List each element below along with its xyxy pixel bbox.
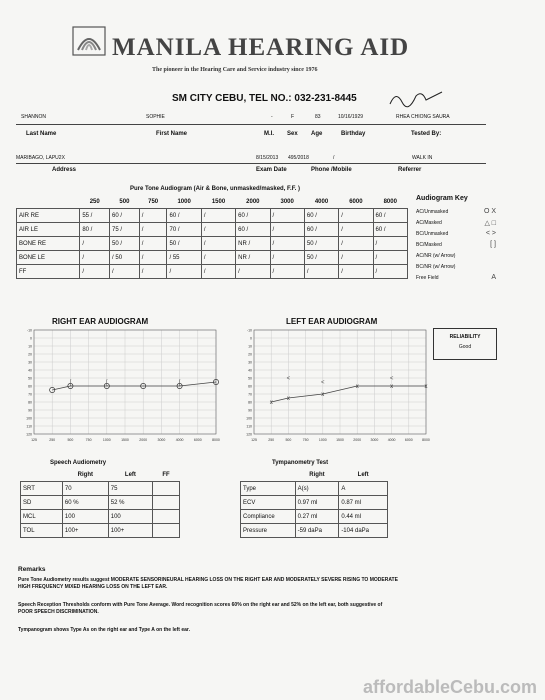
speech-row	[21, 510, 180, 524]
x-tick-label: 4000	[175, 438, 184, 442]
speech-cell	[153, 524, 180, 538]
bone-point: <	[321, 380, 325, 386]
first-name-value: SOPHIE	[146, 114, 165, 120]
speech-cell: TOL	[21, 524, 63, 538]
pta-freq-header: 3000	[280, 198, 294, 205]
speech-cell: 100	[62, 510, 108, 524]
pta-cell: /	[270, 209, 304, 223]
audiogram-key	[416, 195, 496, 283]
speech-cell: 100+	[62, 524, 108, 538]
y-tick-label: 90	[248, 408, 252, 413]
pta-cell: / 50	[110, 251, 140, 265]
branch-line: SM CITY CEBU, TEL NO.: 032-231-8445	[172, 93, 357, 104]
mi-label: M.I.	[264, 131, 274, 137]
x-tick-label: 125	[251, 438, 257, 442]
reliability-box	[433, 328, 497, 360]
x-tick-label: 6000	[404, 438, 413, 442]
key-symbol-icon: < >	[485, 230, 496, 237]
speech-cell	[153, 482, 180, 496]
left-ear-audiogram	[240, 326, 430, 446]
y-tick-label: 40	[28, 368, 32, 373]
pta-cell: 70 /	[167, 223, 201, 237]
tymp-cell: ECV	[241, 496, 296, 510]
tymp-row	[241, 482, 388, 496]
pta-cell: 60 /	[236, 209, 270, 223]
key-item	[416, 217, 496, 228]
key-item	[416, 250, 496, 261]
y-tick-label: 40	[248, 368, 252, 373]
tymp-cell: A(s)	[295, 482, 339, 496]
mobile-value: /	[333, 155, 335, 161]
speech-row	[21, 524, 180, 538]
key-symbol-icon: △ □	[484, 219, 496, 227]
y-tick-label: 10	[28, 344, 32, 349]
birthday-value: 10/16/1929	[338, 114, 364, 120]
pta-row-label: AIR LE	[17, 223, 80, 237]
pta-corner	[17, 195, 80, 209]
y-tick-label: 110	[246, 424, 252, 429]
x-tick-label: 250	[268, 438, 275, 442]
key-item	[416, 239, 496, 250]
pta-cell: 60 /	[373, 223, 407, 237]
pta-cell: /	[167, 265, 201, 279]
brand-tagline: The pioneer in the Hearing Care and Service industry since 1976	[152, 67, 318, 73]
tymp-table	[240, 468, 388, 538]
pta-cell: /	[110, 265, 140, 279]
x-tick-label: 3000	[370, 438, 379, 442]
pta-cell: 60 /	[236, 223, 270, 237]
right-ear-audiogram	[20, 326, 220, 446]
pta-cell: /	[373, 251, 407, 265]
x-tick-label: 1000	[318, 438, 327, 442]
speech-cell: 100	[108, 510, 152, 524]
y-tick-label: 0	[30, 336, 32, 341]
pta-freq-header: 8000	[383, 198, 397, 205]
tymp-header	[241, 468, 296, 482]
pta-cell: 50 /	[167, 237, 201, 251]
pta-row	[17, 237, 408, 251]
y-tick-label: 120	[246, 432, 252, 437]
pta-row	[17, 223, 408, 237]
bone-point: <	[389, 376, 394, 382]
exam-date-value: 8/15/2013	[256, 155, 279, 161]
y-tick-label: 100	[26, 416, 32, 421]
remarks-p3: Tympanogram shows Type As on the right ear and Type A on the left ear.	[18, 627, 190, 633]
speech-title: Speech Audiometry	[50, 460, 107, 466]
x-tick-label: 8000	[422, 438, 430, 442]
pta-row-label: AIR RE	[17, 209, 80, 223]
pta-cell: /	[201, 209, 235, 223]
pta-cell: 50 /	[110, 237, 140, 251]
pta-cell: 55 /	[80, 209, 110, 223]
birthday-label: Birthday	[341, 131, 366, 137]
tymp-cell: 0.97 ml	[295, 496, 339, 510]
speech-header	[21, 468, 63, 482]
pta-row	[17, 209, 408, 223]
pta-cell: /	[339, 209, 373, 223]
pta-freq-header: 2000	[246, 198, 260, 205]
tymp-cell: Type	[241, 482, 296, 496]
y-tick-label: 0	[250, 336, 252, 341]
bone-point: [	[69, 380, 72, 386]
y-tick-label: -10	[26, 328, 32, 333]
key-label: AC/Unmasked	[416, 208, 449, 215]
pta-cell: /	[139, 265, 167, 279]
key-item	[416, 272, 496, 283]
speech-header-row	[21, 468, 180, 482]
tested-by-label: Tested By:	[411, 131, 442, 137]
y-tick-label: 60	[248, 384, 252, 389]
tymp-header: Left	[357, 471, 369, 478]
key-symbol-icon: A	[491, 274, 496, 281]
remarks-title: Remarks	[18, 566, 46, 573]
pta-cell: 60 /	[373, 209, 407, 223]
y-tick-label: 70	[28, 392, 32, 397]
y-tick-label: -10	[246, 328, 252, 333]
y-tick-label: 120	[26, 432, 32, 437]
data-point: x	[269, 400, 273, 406]
left-chart-title: LEFT EAR AUDIOGRAM	[286, 317, 378, 326]
y-tick-label: 50	[248, 376, 252, 381]
tymp-cell: 0.87 ml	[339, 496, 388, 510]
watermark: affordableCebu.com	[362, 677, 537, 697]
row2-line	[16, 163, 486, 164]
pta-cell: /	[80, 251, 110, 265]
x-tick-label: 3000	[157, 438, 166, 442]
pta-cell: 50 /	[304, 251, 338, 265]
pta-freq-header: 500	[119, 198, 130, 205]
x-tick-label: 8000	[212, 438, 220, 442]
phone-value: 495/2018	[288, 155, 309, 161]
age-label: Age	[311, 131, 323, 137]
pta-cell: /	[201, 237, 235, 251]
tymp-cell: -104 daPa	[339, 524, 388, 538]
remarks-p1: Pure Tone Audiometry results suggest MODERATE SENSORINEURAL HEARING LOSS ON THE RIGHT EAR AND MODERATELY SEVERE RISING TO MODERATE HIGH FREQUENCY MIXED HEARING LOSS ON THE LEFT EAR.	[18, 577, 398, 590]
pta-cell: 60 /	[167, 209, 201, 223]
tymp-row	[241, 496, 388, 510]
pta-cell: /	[139, 223, 167, 237]
referrer-label: Referrer	[398, 167, 422, 173]
x-tick-label: 6000	[193, 438, 202, 442]
first-name-label: First Name	[156, 131, 188, 137]
pta-cell: /	[373, 237, 407, 251]
data-point: x	[355, 384, 359, 390]
exam-date-label: Exam Date	[256, 167, 287, 173]
y-tick-label: 30	[248, 360, 252, 365]
right-chart-title: RIGHT EAR AUDIOGRAM	[52, 317, 149, 326]
tymp-cell: 0.27 ml	[295, 510, 339, 524]
pta-cell: /	[201, 223, 235, 237]
x-tick-label: 2000	[139, 438, 148, 442]
data-point: x	[321, 392, 325, 398]
pta-cell: /	[139, 209, 167, 223]
pta-cell: /	[373, 265, 407, 279]
tymp-row	[241, 524, 388, 538]
last-name-value: SHANNON	[21, 114, 47, 120]
x-tick-label: 1500	[336, 438, 344, 442]
speech-cell: 75	[108, 482, 152, 496]
key-item	[416, 228, 496, 239]
pta-cell: /	[339, 237, 373, 251]
pta-cell: /	[80, 265, 110, 279]
y-tick-label: 80	[248, 400, 252, 405]
key-item	[416, 261, 496, 272]
tymp-header: Right	[309, 471, 325, 478]
y-tick-label: 100	[246, 416, 252, 421]
remarks-p2: Speech Reception Thresholds conform with Pure Tone Average. Word recognition scores 60% on the right ear and 52% on the left ear, both suggestive of POOR SPEECH DISCRIMINATION.	[18, 602, 383, 615]
speech-cell	[153, 496, 180, 510]
speech-cell: SRT	[21, 482, 63, 496]
reliability-label: RELIABILITY	[449, 334, 481, 340]
y-tick-label: 70	[248, 392, 252, 397]
bone-point: [	[178, 380, 181, 386]
speech-cell: 100+	[108, 524, 152, 538]
y-tick-label: 90	[28, 408, 32, 413]
y-tick-label: 80	[28, 400, 32, 405]
pta-row	[17, 251, 408, 265]
brand-name: MANILA HEARING AID	[112, 34, 410, 61]
pta-cell: 60 /	[110, 209, 140, 223]
pta-cell: /	[139, 251, 167, 265]
row1-line	[16, 124, 486, 125]
pta-row-label: BONE LE	[17, 251, 80, 265]
pta-header-row	[17, 195, 408, 209]
pta-cell: /	[80, 237, 110, 251]
tymp-title: Tympanometry Test	[272, 460, 329, 466]
pta-cell: /	[270, 237, 304, 251]
pta-freq-header: 750	[148, 198, 159, 205]
pta-freq-header: 1000	[177, 198, 191, 205]
brand-logo-icon	[72, 26, 106, 56]
speech-cell: MCL	[21, 510, 63, 524]
speech-cell: 70	[62, 482, 108, 496]
key-symbol-icon: O X	[483, 208, 496, 215]
pta-row-label: FF	[17, 265, 80, 279]
pta-cell: NR /	[236, 237, 270, 251]
x-tick-label: 750	[85, 438, 92, 442]
key-symbol-icon: [ ]	[490, 241, 496, 248]
speech-cell: 60 %	[62, 496, 108, 510]
tymp-cell: 0.44 ml	[339, 510, 388, 524]
x-tick-label: 125	[31, 438, 37, 442]
address-label: Address	[52, 167, 77, 173]
pta-cell: /	[339, 223, 373, 237]
tymp-header-row	[241, 468, 388, 482]
pta-cell: /	[201, 251, 235, 265]
phone-mobile-label: Phone /Mobile	[311, 167, 352, 173]
data-point: x	[286, 396, 290, 402]
sex-value: F	[291, 114, 295, 120]
speech-row	[21, 482, 180, 496]
key-label: AC/NR (w/ Arrow)	[416, 252, 456, 259]
speech-cell: SD	[21, 496, 63, 510]
tested-by-value: RHEA CHIONG SAURA	[396, 114, 450, 120]
y-tick-label: 50	[28, 376, 32, 381]
pta-cell: /	[236, 265, 270, 279]
y-tick-label: 60	[28, 384, 32, 389]
key-label: BC/NR (w/ Arrow)	[416, 263, 456, 270]
tymp-cell: A	[339, 482, 388, 496]
key-label: BC/Masked	[416, 241, 442, 248]
reliability-value: Good	[458, 344, 472, 350]
x-tick-label: 2000	[353, 438, 362, 442]
address-value: MARIBAGO, LAPU2X	[16, 155, 65, 161]
key-label: BC/Unmasked	[416, 230, 449, 237]
x-tick-label: 500	[67, 438, 74, 442]
pta-cell: / 55	[167, 251, 201, 265]
pta-cell: 60 /	[304, 209, 338, 223]
speech-table	[20, 468, 180, 538]
pta-cell: 60 /	[304, 223, 338, 237]
speech-cell: 52 %	[108, 496, 152, 510]
pta-title: Pure Tone Audiogram (Air & Bone, unmasked/masked, F.F. )	[130, 186, 301, 192]
pta-cell: /	[339, 251, 373, 265]
pta-cell: /	[270, 251, 304, 265]
bone-point: <	[286, 376, 291, 382]
pta-cell: 80 /	[80, 223, 110, 237]
pta-freq-header: 250	[89, 198, 100, 205]
referrer-value: WALK IN	[412, 155, 433, 161]
pta-freq-header: 4000	[314, 198, 329, 205]
pta-cell: NR /	[236, 251, 270, 265]
last-name-label: Last Name	[26, 131, 57, 137]
sex-label: Sex	[287, 131, 298, 137]
pta-cell: /	[270, 223, 304, 237]
y-tick-label: 20	[248, 352, 252, 357]
x-tick-label: 4000	[387, 438, 396, 442]
data-point: x	[390, 384, 394, 390]
speech-header: Left	[124, 471, 136, 478]
pta-cell: 50 /	[304, 237, 338, 251]
x-tick-label: 1000	[102, 438, 111, 442]
x-tick-label: 250	[49, 438, 56, 442]
pta-freq-header: 1500	[211, 198, 226, 205]
pta-row	[17, 265, 408, 279]
tymp-row	[241, 510, 388, 524]
speech-header: Right	[77, 471, 93, 478]
pta-freq-header: 6000	[349, 198, 363, 205]
pta-cell: 75 /	[110, 223, 140, 237]
speech-cell	[153, 510, 180, 524]
pta-row-label: BONE RE	[17, 237, 80, 251]
pta-cell: /	[201, 265, 235, 279]
pta-cell: /	[339, 265, 373, 279]
y-tick-label: 110	[26, 424, 32, 429]
key-title: Audiogram Key	[416, 195, 468, 202]
pta-cell: /	[304, 265, 338, 279]
y-tick-label: 20	[28, 352, 32, 357]
pta-cell: /	[139, 237, 167, 251]
tymp-cell: -59 daPa	[295, 524, 339, 538]
x-tick-label: 500	[285, 438, 292, 442]
speech-row	[21, 496, 180, 510]
tymp-cell: Pressure	[241, 524, 296, 538]
mi-value: -	[271, 114, 273, 120]
pta-cell: /	[270, 265, 304, 279]
patient-info	[16, 110, 486, 184]
x-tick-label: 750	[302, 438, 309, 442]
tymp-cell: Compliance	[241, 510, 296, 524]
y-tick-label: 10	[248, 344, 252, 349]
key-label: Free Field	[416, 274, 439, 281]
key-label: AC/Masked	[416, 219, 442, 226]
bone-point: [	[105, 380, 108, 386]
speech-header: FF	[162, 471, 170, 478]
y-tick-label: 30	[28, 360, 32, 365]
x-tick-label: 1500	[121, 438, 129, 442]
key-item	[416, 206, 496, 217]
age-value: 83	[315, 114, 321, 120]
pta-table	[16, 195, 408, 279]
data-point: x	[424, 384, 428, 390]
